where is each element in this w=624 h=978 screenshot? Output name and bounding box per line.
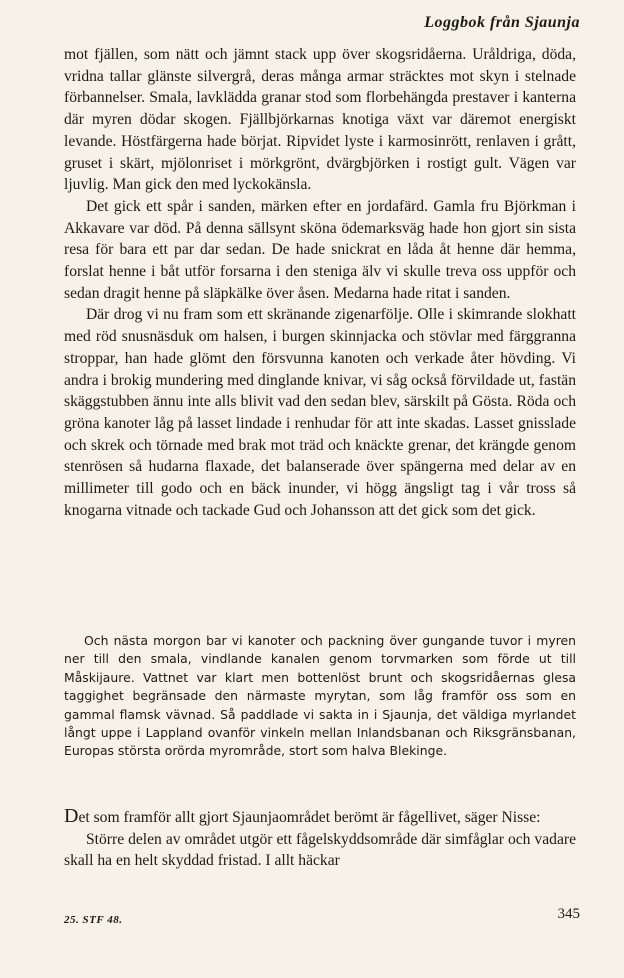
- section-paragraph-2: Större delen av området utgör ett fågelskyddsområde där simfåglar och vadare skall ha en helt skyddad fristad. I allt häckar: [64, 830, 576, 870]
- running-head-title: Loggbok från Sjaunja: [424, 14, 580, 31]
- main-text-block: [64, 44, 576, 521]
- small-print-block: [64, 632, 576, 761]
- section-paragraph-1: [64, 806, 576, 829]
- signature-mark: 25. STF 48.: [64, 914, 123, 926]
- section-text-block: [64, 806, 576, 872]
- section-paragraph-1-text: et som framför allt gjort Sjaunjaområdet berömt är fågellivet, säger Nisse:: [78, 809, 541, 826]
- page-number: 345: [557, 906, 580, 922]
- drop-cap-letter: D: [64, 805, 79, 827]
- paragraph-3: Där drog vi nu fram som ett skränande zigenarfölje. Olle i skimrande slokhatt med röd snusnäsduk om halsen, i burgen skinnjacka och stövlar med färggranna stroppar, han hade glömt den försvunna kanoten och verkade åter hövding. Vi andra i brokig mundering med dinglande knivar, vi såg också förvildade ut, fastän skäggstubben ännu inte alls blivit vad den sedan blev, särskilt på Gösta. Röda och gröna kanoter låg på lasset lindade i renhudar för att inte skadas. Lasset gnisslade och skrek och törnade med brak mot träd och knäckte grenar, det krängde genom stenrösen så hudarna flaxade, det balanserade över spängerna med delar av en millimeter till godo och en bäck inunder, vi högg ängsligt tag i vår tross så knogarna vitnade och tackade Gud och Johansson att det gick som det gick.: [64, 306, 576, 519]
- small-paragraph: Och nästa morgon bar vi kanoter och packning över gungande tuvor i myren ner till den smala, vindlande kanalen genom torvmarken som förde ut till Måskijaure. Vattnet var klart men bottenlöst brunt och skogsridåernas glesa taggighet begränsade den närmaste myrytan, som låg framför oss som en gammal flamsk vävnad. Så paddlade vi sakta in i Sjaunja, det väldiga myrlandet långt uppe i Lappland ovanför vinkeln mellan Inlandsbanan och Riksgränsbanan, Europas största orörda myrområde, stort som halva Blekinge.: [64, 633, 576, 759]
- paragraph-2: Det gick ett spår i sanden, märken efter en jordafärd. Gamla fru Björkman i Akkavare var död. På denna sällsynt sköna ödemarksväg hade hon gjort sin sista resa för bara ett par dar sedan. De hade snickrat en låda åt henne där hemma, forslat henne i båt utför forsarna i den steniga älv vi skulle treva oss uppför och sedan dragit henne på släpkälke över åsen. Medarna hade ritat i sanden.: [64, 197, 576, 302]
- paragraph-1: mot fjällen, som nätt och jämnt stack upp över skogsridåerna. Uråldriga, döda, vridna tallar glänste silvergrå, deras många armar sträcktes mot skyn i stelnade förbannelser. Smala, lavklädda granar stod som florbehängda prestaver i kanterna där myren dödar skogen. Fjällbjörkarnas knotiga växt var däremot energiskt levande. Höstfärgerna hade börjat. Ripvidet lyste i karmosinrött, renlaven i grått, gruset i skärt, mjölonriset i mörkgrönt, dvärgbjörken i rostigt gult. Vägen var ljuvlig. Man gick den med lyckokänsla.: [64, 46, 576, 194]
